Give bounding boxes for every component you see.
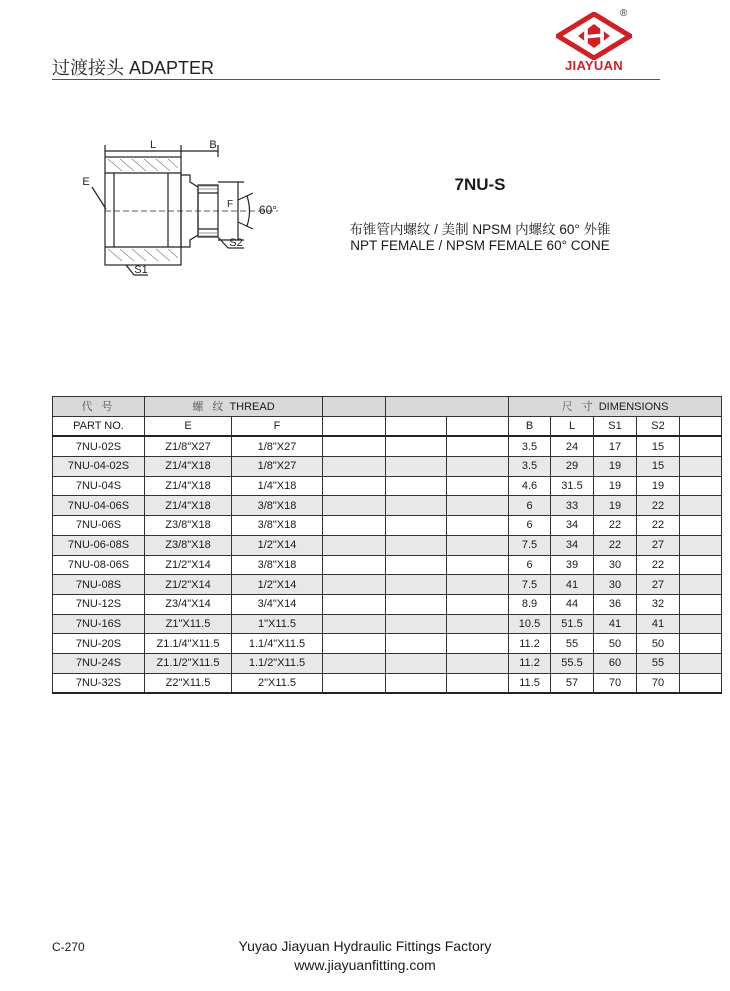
cell-part: 7NU-08-06S [53,555,145,575]
cell-blank [323,457,386,477]
table-header-row-2 [53,416,722,436]
cell-blank [447,496,509,516]
header-blank [386,397,509,417]
cell-e: Z3/8"X18 [145,516,232,536]
cell-blank [447,476,509,496]
cell-l: 55.5 [551,653,594,673]
cell-e: Z1"X11.5 [145,614,232,634]
cell-b: 3.5 [509,436,551,456]
table-row [53,673,722,693]
cell-l: 44 [551,594,594,614]
cell-part: 7NU-04-02S [53,457,145,477]
cell-e: Z1/8"X27 [145,436,232,456]
cell-e: Z1/2"X14 [145,555,232,575]
footer-page-number: C-270 [52,940,85,954]
cell-f: 3/8"X18 [232,555,323,575]
table-row [53,457,722,477]
cell-blank [323,673,386,693]
cell-l: 29 [551,457,594,477]
cell-blank [680,496,722,516]
table-row [53,496,722,516]
cell-s2: 22 [637,516,680,536]
cell-blank [323,555,386,575]
cell-s1: 19 [594,496,637,516]
cell-l: 55 [551,634,594,654]
fitting-drawing [78,135,278,285]
cell-blank [386,575,447,595]
cell-l: 51.5 [551,614,594,634]
cell-part: 7NU-02S [53,436,145,456]
jiayuan-logo-icon [556,12,632,60]
cell-f: 1/8"X27 [232,457,323,477]
label-l: L [149,139,157,151]
cell-s2: 55 [637,653,680,673]
cell-blank [323,496,386,516]
col-s2: S2 [637,416,680,436]
label-f: F [226,199,234,210]
cell-f: 1/2"X14 [232,535,323,555]
cell-part: 7NU-06S [53,516,145,536]
cell-b: 7.5 [509,535,551,555]
cell-s2: 70 [637,673,680,693]
cell-part: 7NU-08S [53,575,145,595]
cell-b: 10.5 [509,614,551,634]
cell-part: 7NU-32S [53,673,145,693]
cell-blank [323,653,386,673]
cell-blank [680,555,722,575]
cell-blank [680,436,722,456]
cell-blank [680,516,722,536]
cell-blank [447,555,509,575]
col-part-no: PART NO. [53,416,145,436]
cell-f: 3/8"X18 [232,496,323,516]
cell-blank [680,653,722,673]
label-b: B [209,139,217,151]
cell-s1: 36 [594,594,637,614]
cell-b: 11.2 [509,634,551,654]
col-blank [386,416,447,436]
col-l: L [551,416,594,436]
cell-blank [323,516,386,536]
cell-blank [680,614,722,634]
col-f: F [232,416,323,436]
cell-part: 7NU-24S [53,653,145,673]
cell-s2: 22 [637,496,680,516]
table-row [53,614,722,634]
cell-blank [680,476,722,496]
cell-blank [386,436,447,456]
cell-blank [323,575,386,595]
cell-s1: 22 [594,516,637,536]
cell-blank [680,673,722,693]
brand-logo [556,8,660,74]
cell-b: 11.5 [509,673,551,693]
cell-blank [386,516,447,536]
cell-e: Z1.1/4"X11.5 [145,634,232,654]
cell-s1: 19 [594,457,637,477]
header-thread: 螺 纹 THREAD [145,397,323,417]
product-model: 7NU-S [454,175,506,194]
cell-e: Z1/4"X18 [145,457,232,477]
col-s1: S1 [594,416,637,436]
product-desc-cn: 布锥管内螺纹 / 美制 NPSM 内螺纹 60° 外锥 [349,222,611,237]
cell-blank [386,555,447,575]
cell-f: 3/8"X18 [232,516,323,536]
cell-s1: 19 [594,476,637,496]
cell-s1: 70 [594,673,637,693]
cell-blank [447,653,509,673]
cell-blank [386,653,447,673]
cell-f: 1/2"X14 [232,575,323,595]
label-e: E [82,176,90,188]
cell-blank [447,436,509,456]
cell-l: 41 [551,575,594,595]
cell-l: 31.5 [551,476,594,496]
cell-part: 7NU-20S [53,634,145,654]
cell-blank [323,634,386,654]
cell-f: 1/8"X27 [232,436,323,456]
table-header-row-1 [53,397,722,417]
cell-e: Z3/4"X14 [145,594,232,614]
table-row [53,653,722,673]
cell-e: Z3/8"X18 [145,535,232,555]
cell-s1: 30 [594,575,637,595]
cell-blank [447,516,509,536]
cell-f: 1.1/4"X11.5 [232,634,323,654]
table-row [53,555,722,575]
cell-s1: 50 [594,634,637,654]
cell-blank [447,594,509,614]
col-e: E [145,416,232,436]
header-rule [52,79,660,80]
col-blank [323,416,386,436]
label-s1: S1 [134,264,148,276]
col-blank [680,416,722,436]
cell-l: 24 [551,436,594,456]
cell-blank [386,496,447,516]
cell-blank [447,634,509,654]
cell-b: 4.6 [509,476,551,496]
label-angle: 60° [258,203,278,217]
cell-part: 7NU-16S [53,614,145,634]
cell-blank [386,594,447,614]
col-b: B [509,416,551,436]
cell-s2: 15 [637,457,680,477]
footer-company: Yuyao Jiayuan Hydraulic Fittings Factory [238,938,492,954]
footer-url[interactable]: www.jiayuanfitting.com [294,957,436,973]
table-row [53,634,722,654]
cell-blank [386,535,447,555]
cell-s2: 27 [637,535,680,555]
cell-b: 6 [509,496,551,516]
table-row [53,516,722,536]
cell-blank [680,594,722,614]
cell-b: 6 [509,516,551,536]
cell-l: 34 [551,535,594,555]
cell-blank [323,614,386,634]
cell-e: Z1/4"X18 [145,476,232,496]
cell-blank [447,535,509,555]
cell-blank [386,634,447,654]
header-code-cn: 代 号 [53,397,145,417]
cell-s2: 19 [637,476,680,496]
cell-part: 7NU-04-06S [53,496,145,516]
table-row [53,594,722,614]
cell-blank [386,673,447,693]
table-row [53,575,722,595]
product-desc-en: NPT FEMALE / NPSM FEMALE 60° CONE [350,238,610,253]
header-blank [323,397,386,417]
cell-l: 34 [551,516,594,536]
cell-l: 39 [551,555,594,575]
cell-s2: 15 [637,436,680,456]
cell-blank [447,457,509,477]
cell-part: 7NU-04S [53,476,145,496]
cell-blank [323,594,386,614]
cell-s2: 27 [637,575,680,595]
cell-e: Z1.1/2"X11.5 [145,653,232,673]
cell-s1: 60 [594,653,637,673]
cell-blank [447,614,509,634]
cell-b: 11.2 [509,653,551,673]
registered-mark: ® [620,8,628,19]
cell-e: Z1/4"X18 [145,496,232,516]
table-row [53,436,722,456]
cell-blank [680,634,722,654]
cell-part: 7NU-06-08S [53,535,145,555]
spec-table [52,396,722,694]
cell-blank [680,575,722,595]
cell-s2: 41 [637,614,680,634]
cell-s1: 22 [594,535,637,555]
cell-s1: 17 [594,436,637,456]
cell-s2: 22 [637,555,680,575]
cell-l: 57 [551,673,594,693]
cell-f: 1"X11.5 [232,614,323,634]
cell-blank [447,673,509,693]
table-row [53,535,722,555]
cell-e: Z2"X11.5 [145,673,232,693]
cell-s1: 41 [594,614,637,634]
page-title: 过渡接头 ADAPTER [52,58,215,78]
cell-b: 7.5 [509,575,551,595]
cell-f: 3/4"X14 [232,594,323,614]
cell-blank [447,575,509,595]
cell-b: 8.9 [509,594,551,614]
cell-blank [386,476,447,496]
cell-s2: 32 [637,594,680,614]
header-dimensions: 尺 寸 DIMENSIONS [509,397,722,417]
cell-blank [386,614,447,634]
cell-f: 1.1/2"X11.5 [232,653,323,673]
cell-l: 33 [551,496,594,516]
cell-blank [323,476,386,496]
cell-s1: 30 [594,555,637,575]
cell-blank [680,535,722,555]
cell-blank [680,457,722,477]
table-row [53,476,722,496]
cell-b: 6 [509,555,551,575]
cell-f: 1/4"X18 [232,476,323,496]
cell-blank [323,436,386,456]
col-blank [447,416,509,436]
cell-s2: 50 [637,634,680,654]
cell-blank [323,535,386,555]
label-s2: S2 [229,237,243,249]
cell-part: 7NU-12S [53,594,145,614]
cell-b: 3.5 [509,457,551,477]
cell-blank [386,457,447,477]
cell-f: 2"X11.5 [232,673,323,693]
cell-e: Z1/2"X14 [145,575,232,595]
brand-name: JIAYUAN [565,58,623,73]
